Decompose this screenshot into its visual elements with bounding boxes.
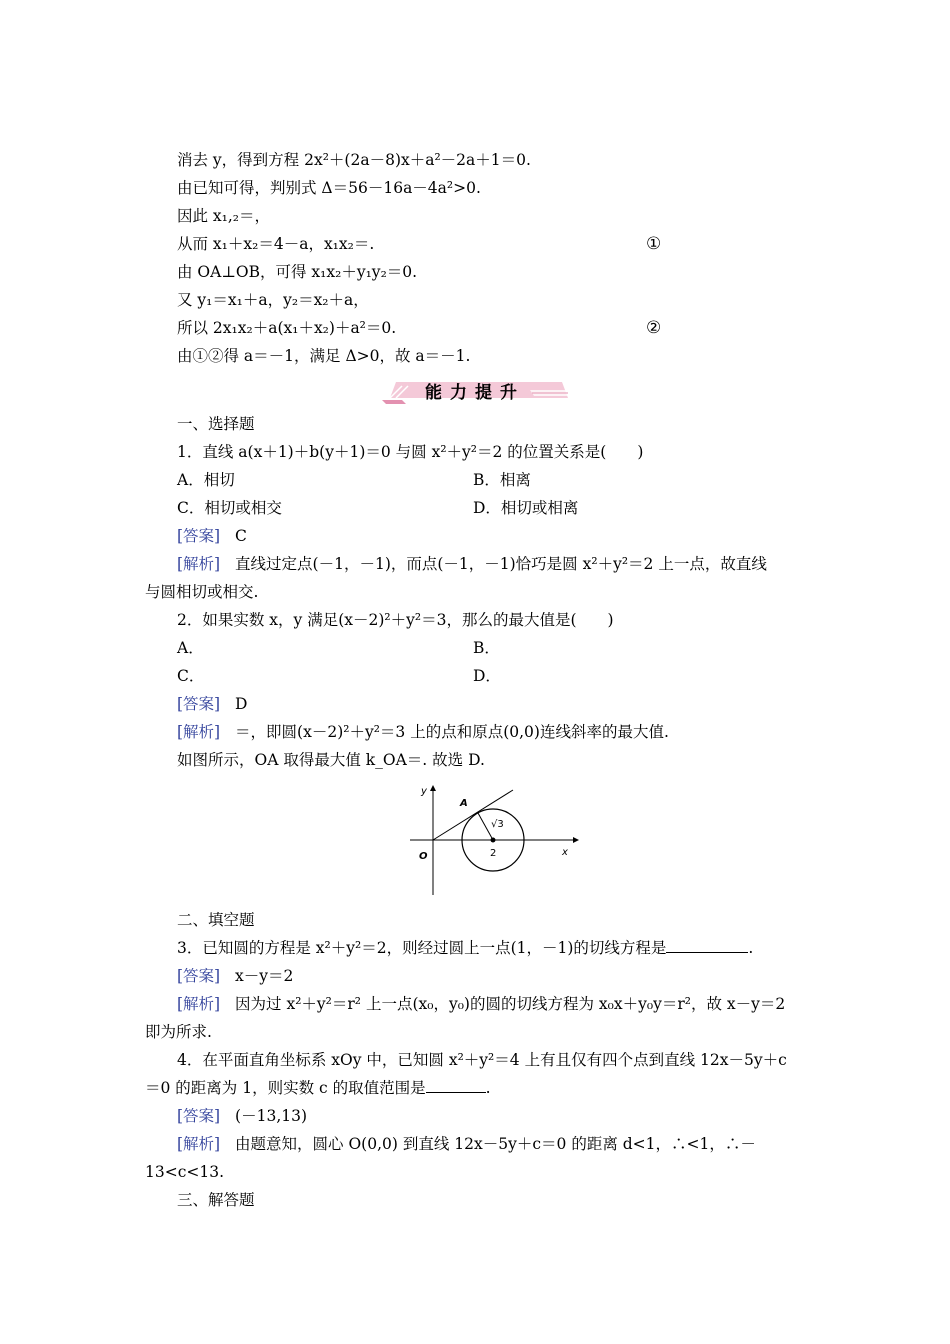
question-text: 3．已知圆的方程是 x²＋y²＝2，则经过圆上一点(1，－1)的切线方程是 [177,939,667,957]
x-axis-arrow [573,837,579,843]
label-radius: √3 [491,819,504,830]
label-a: A [460,798,468,809]
option-b: B． [473,639,500,657]
section-heading: 一、选择题 [177,415,255,433]
answer-tag: [答案] [177,1107,221,1125]
question-stem [177,938,753,958]
question-stem: 1．直线 a(x＋1)＋b(y＋1)＝0 与圆 x²＋y²＝2 的位置关系是( ) [177,443,644,461]
analysis-tag: [解析] [177,995,221,1013]
center-point [491,838,496,843]
analysis-tag: [解析] [177,555,221,573]
option-d: D． [473,667,501,685]
label-y: y [421,786,427,797]
option-a: A．相切 [177,471,235,489]
label-origin: O [419,851,428,862]
banner-title: 能力提升 [425,383,525,403]
analysis-text: 由题意知，圆心 O(0,0) 到直线 12x－5y＋c＝0 的距离 d<1，∴<1，∴－ [235,1135,756,1153]
text-line: 所以 2x₁x₂＋a(x₁＋x₂)＋a²＝0. [177,319,397,337]
analysis-line [177,1134,756,1154]
question-text-end: . [485,1079,491,1097]
answer-value: (－13,13) [235,1107,308,1125]
tangent-line [433,790,513,840]
text-line: 由①②得 a＝－1，满足 Δ>0，故 a＝－1. [177,347,471,365]
answer-line [177,526,247,546]
answer-value: x－y＝2 [235,967,294,985]
section-heading: 三、解答题 [177,1191,255,1209]
analysis-text: 直线过定点(－1，－1)，而点(－1，－1)恰巧是圆 x²＋y²＝2 上一点，故直线 [235,555,767,573]
section-heading: 二、填空题 [177,911,255,929]
analysis-continuation: 13<c<13. [145,1163,225,1181]
option-c: C．相切或相交 [177,499,282,517]
question-stem: 4．在平面直角坐标系 xOy 中，已知圆 x²＋y²＝4 上有且仅有四个点到直线 12x－5y＋c [177,1051,787,1069]
option-a: A． [177,639,204,657]
text-line: 由已知可得，判别式 Δ＝56－16a－4a²>0. [177,179,481,197]
y-axis-arrow [430,785,436,791]
answer-tag: [答案] [177,527,221,545]
analysis-text: ＝，即圆(x－2)²＋y²＝3 上的点和原点(0,0)连线斜率的最大值. [235,723,669,741]
question-stem-continuation [145,1078,491,1098]
analysis-tag: [解析] [177,723,221,741]
answer-value: D [235,695,248,713]
answer-line [177,966,293,986]
text-line: 消去 y，得到方程 2x²＋(2a－8)x＋a²－2a＋1＝0. [177,151,531,169]
analysis-line [177,994,785,1014]
option-b: B．相离 [473,471,531,489]
geometry-figure [405,783,580,902]
option-c: C． [177,667,205,685]
label-x: x [562,847,568,858]
answer-value: C [235,527,247,545]
analysis-tag: [解析] [177,1135,221,1153]
analysis-text: 因为过 x²＋y²＝r² 上一点(x₀，y₀)的圆的切线方程为 x₀x＋y₀y＝r²，故 x－y＝2 [235,995,786,1013]
equation-marker: ① [646,234,662,254]
label-center: 2 [490,848,497,859]
answer-blank [666,938,748,953]
question-text-end: . [748,939,754,957]
analysis-continuation: 即为所求. [145,1023,212,1041]
answer-line [177,694,247,714]
question-text: ＝0 的距离为 1，则实数 c 的取值范围是 [145,1079,426,1097]
text-line: 因此 x₁,₂＝， [177,207,271,225]
analysis-line [177,554,767,574]
section-banner [382,376,568,406]
question-stem: 2．如果实数 x，y 满足(x－2)²＋y²＝3，那么的最大值是( ) [177,611,614,629]
analysis-continuation: 与圆相切或相交. [145,583,259,601]
text-line: 从而 x₁＋x₂＝4－a，x₁x₂＝. [177,235,375,253]
option-d: D．相切或相离 [473,499,579,517]
text-line: 由 OA⊥OB，可得 x₁x₂＋y₁y₂＝0. [177,263,418,281]
answer-blank [426,1078,486,1093]
answer-tag: [答案] [177,695,221,713]
analysis-continuation: 如图所示，OA 取得最大值 k_OA＝. 故选 D. [177,751,485,769]
answer-line [177,1106,307,1126]
equation-marker: ② [646,318,662,338]
answer-tag: [答案] [177,967,221,985]
text-line: 又 y₁＝x₁＋a，y₂＝x₂＋a， [177,291,369,309]
analysis-line [177,722,669,742]
